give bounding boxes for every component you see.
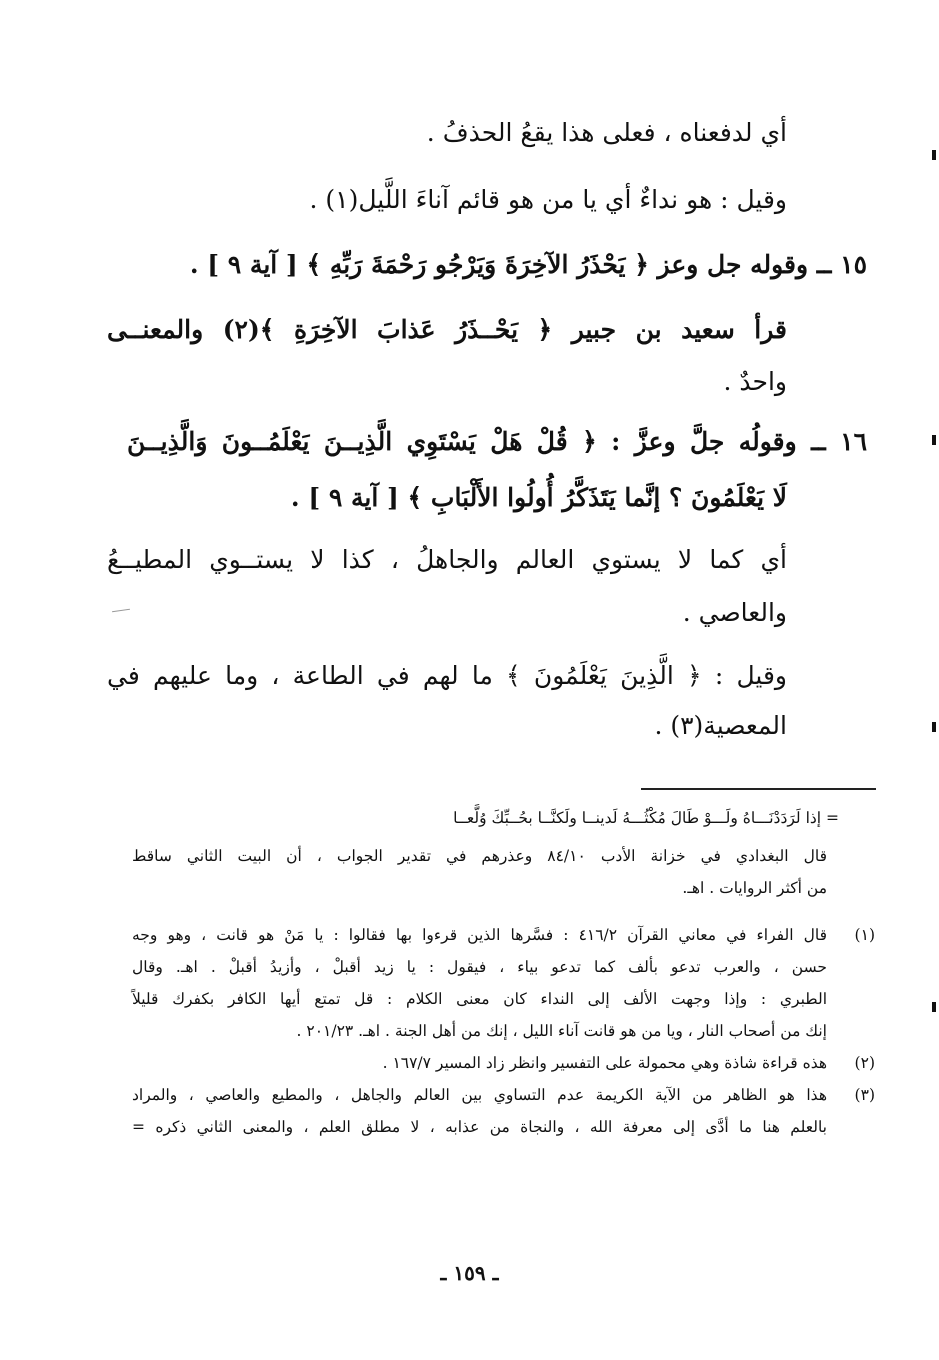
main-line-8: أي كما لا يستوي العالم والجاهلُ ، كذا لا يستــوي المطيــعُ [107,545,787,574]
footnote-1-line-2: حسن ، والعرب تدعو بألف كما تدعو بياء ، فيقول : يا زيد أقبلْ ، وأزيدُ أقبلْ . اهـ. وقال [132,958,827,976]
scan-edge-mark [932,1002,936,1012]
footnote-separator [641,788,876,790]
scan-edge-mark [932,150,936,160]
main-line-10: وقيل : ﴿ الَّذِينَ يَعْلَمُونَ ﴾ ما لهم في الطاعة ، وما عليهم في [107,661,787,690]
footnote-2-number: (٢) [854,1054,875,1072]
footnote-continuation-line-2: من أكثر الروايات . اهـ. [682,879,827,897]
footnote-1-line-4: إنك من أصحاب النار ، ويا من هو قانت آناء الليل ، إنك من أهل الجنة . اهـ. ٢٠١/٢٣ . [296,1022,827,1040]
verse-16-continuation: لَا يَعْلَمُونَ ؟ إنَّما يَتَذَكَّرُ أُولُوا الأَلْبَابِ ﴾ [ آية ٩ ] . [290,483,787,512]
main-line-1: أي لدفعناه ، فعلى هذا يقعُ الحذفُ . [426,118,787,147]
footnote-1-number: (١) [854,926,875,944]
footnote-1-line-1: قال الفراء في معاني القرآن ٤١٦/٢ : فسَّرها الذين قرءوا بها فقالوا : يا مَنْ هو قانت ، وهو وجه [132,926,827,944]
verse-16-heading: ١٦ ــ وقولُه جلَّ وعزَّ : ﴿ قُلْ هَلْ يَسْتَوِي الَّذِيــنَ يَعْلَمُــونَ وَالَّذِيــنَ [127,427,867,456]
footnote-continuation-line-1: قال البغدادي في خزانة الأدب ٨٤/١٠ وعذرهم في تقدير الجواب ، أن البيت الثاني ساقط [132,847,827,865]
main-line-5: واحدٌ . [723,367,787,396]
footnote-3-line-2: بالعلم هنا ما أدَّى إلى معرفة الله ، والنجاة من عذابه ، لا مطلق العلم ، والمعنى الثاني ذكره = [132,1118,827,1136]
footnote-3-line-1: هذا هو الظاهر من الآية الكريمة عدم التساوي بين العالم والجاهل ، والمطيع والعاصي ، والمراد [132,1086,827,1104]
footnote-2-line-1: هذه قراءة شاذة وهي محمولة على التفسير وانظر زاد المسير ١٦٧/٧ . [382,1054,827,1072]
verse-15-heading: ١٥ ــ وقوله جل وعز ﴿ يَحْذَرُ الآخِرَةَ وَيَرْجُو رَحْمَةَ رَبِّهِ ﴾ [ آية ٩ ] . [189,250,867,279]
footnote-continuation-verse: = إذا لَرَدَدْنَـــاهُ ولَـــوْ طَالَ مُكْثُـــهُ لَدينــا ولَكنَّــا بحُــبِّكَ وُلَّعــا [453,809,839,827]
footnote-3-number: (٣) [854,1086,875,1104]
main-line-2: وقيل : هو نداءٌ أي يا من هو قائم آناءَ اللَّيل(١) . [309,185,787,214]
main-line-11: المعصية(٣) . [654,711,787,740]
footnote-1-line-3: الطبري : وإذا وجهت الألف إلى النداء كان معنى الكلام : قل تمتع أيها الكافر بكفرك قليلاً [132,990,827,1008]
scan-edge-mark [932,435,936,445]
main-line-4: قرأ سعيد بن جبير ﴿ يَحْــذَرُ عَذابَ الآخِرَةِ ﴾(٢) والمعنــى [107,315,787,344]
main-line-9: والعاصي . [682,598,787,627]
scan-edge-mark [932,722,936,732]
page-number: ـ ١٥٩ ـ [440,1261,499,1285]
